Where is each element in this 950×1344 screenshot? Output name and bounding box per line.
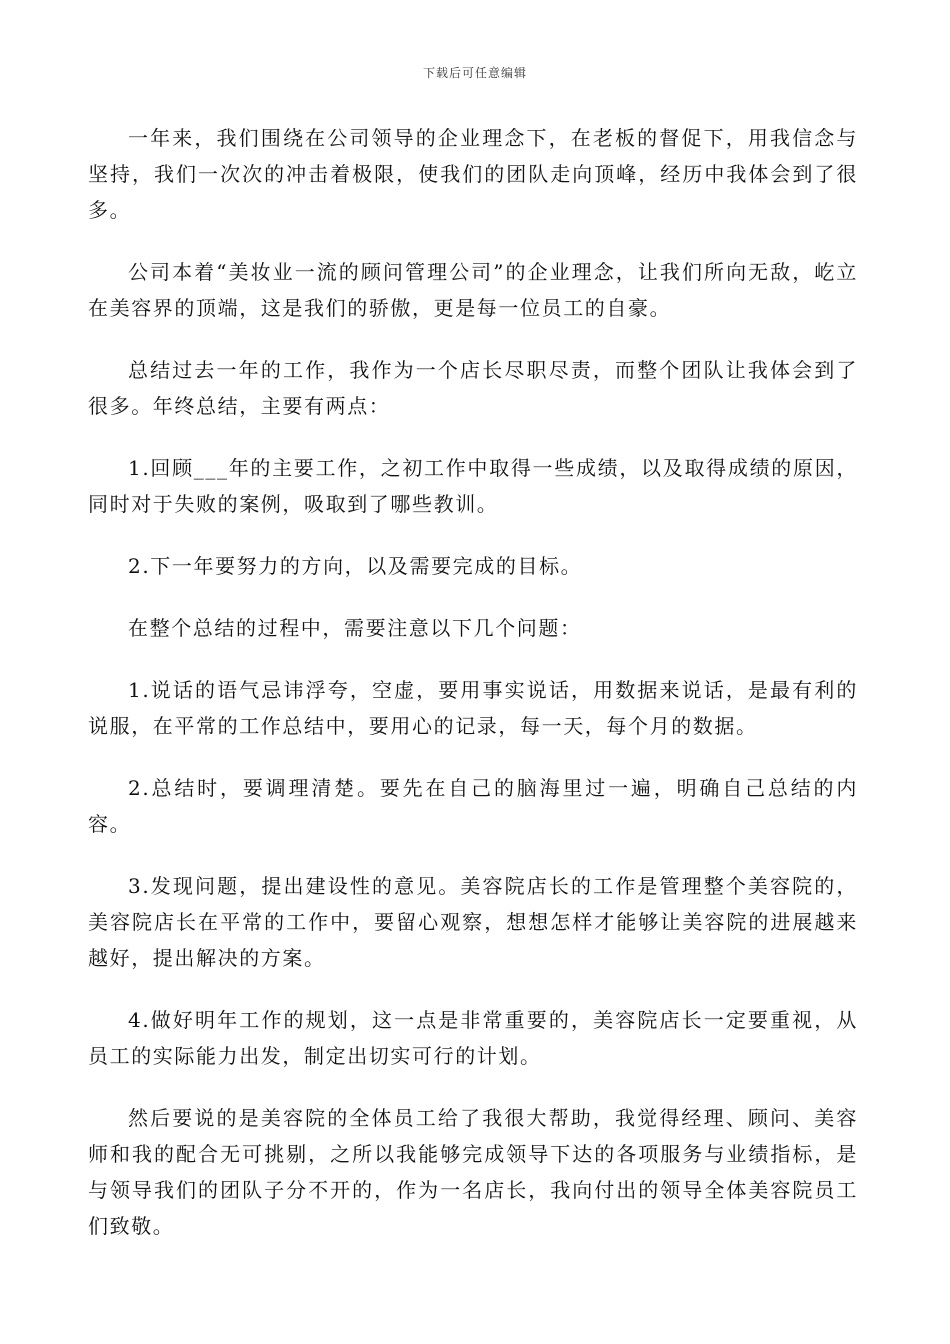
paragraph-issue-3: 3.发现问题，提出建设性的意见。美容院店长的工作是管理整个美容院的，美容院店长在平常的工作中，要留心观察，想想怎样才能够让美容院的进展越来越好，提出解决的方案。 [88,874,858,970]
paragraph-point-2: 2.下一年要努力的方向，以及需要完成的目标。 [128,554,583,578]
page-header: 下载后可任意编辑 [422,66,527,80]
document-body [88,120,858,1270]
paragraph-issue-1: 1.说话的语气忌讳浮夸，空虚，要用事实说话，用数据来说话，是最有利的说服，在平常的工作总结中，要用心的记录，每一天，每个月的数据。 [88,678,858,738]
paragraph-issues-intro: 在整个总结的过程中，需要注意以下几个问题： [128,616,582,640]
paragraph-thanks: 然后要说的是美容院的全体员工给了我很大帮助，我觉得经理、顾问、美容师和我的配合无可挑剔，之所以我能够完成领导下达的各项服务与业绩指标，是与领导我们的团队子分不开的，作为一名店长，我向付出的领导全体美容院员工们致敬。 [88,1106,858,1238]
paragraph-summary-points: 总结过去一年的工作，我作为一个店长尽职尽责，而整个团队让我体会到了很多。年终总结，主要有两点： [88,358,858,418]
paragraph-company-philosophy: 公司本着“美妆业一流的顾问管理公司”的企业理念，让我们所向无敌，屹立在美容界的顶端，这是我们的骄傲，更是每一位员工的自豪。 [88,260,858,320]
paragraph-intro: 一年来，我们围绕在公司领导的企业理念下，在老板的督促下，用我信念与坚持，我们一次次的冲击着极限，使我们的团队走向顶峰，经历中我体会到了很多。 [88,126,858,222]
paragraph-issue-4: 4.做好明年工作的规划，这一点是非常重要的，美容院店长一定要重视，从员工的实际能力出发，制定出切实可行的计划。 [88,1008,858,1068]
paragraph-point-1: 1.回顾___年的主要工作，之初工作中取得一些成绩，以及取得成绩的原因，同时对于失败的案例，吸取到了哪些教训。 [88,456,858,516]
paragraph-issue-2: 2.总结时，要调理清楚。要先在自己的脑海里过一遍，明确自己总结的内容。 [88,776,858,836]
